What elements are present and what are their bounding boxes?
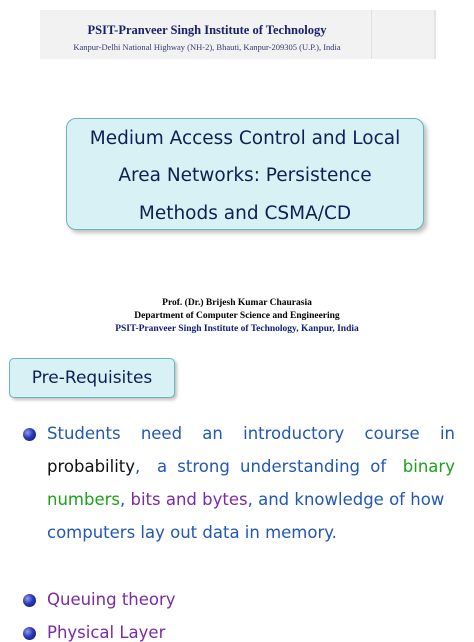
bullet-1-line-2 bbox=[47, 457, 455, 476]
bullet-1-line-4: computers lay out data in memory. bbox=[47, 523, 337, 542]
bullet-1-bits-and-bytes: bits and bytes bbox=[130, 490, 248, 509]
title-line-1: Medium Access Control and Local bbox=[89, 128, 401, 149]
title-line-3: Methods and CSMA/CD bbox=[138, 203, 352, 224]
bullet-1-line-1 bbox=[47, 424, 455, 443]
title-line-2: Area Networks: Persistence bbox=[118, 165, 372, 186]
bullet-1-comma: , bbox=[120, 490, 126, 509]
author-name: Prof. (Dr.) Brijesh Kumar Chaurasia bbox=[162, 298, 312, 308]
bullet-3-text: Physical Layer bbox=[47, 623, 166, 642]
bullet-dot-icon bbox=[23, 428, 36, 441]
bullet-1-strong-understanding: a strong understanding of bbox=[156, 457, 387, 476]
bullet-1-knowledge: , and knowledge of how bbox=[247, 490, 445, 509]
bullet-1-binary: binary bbox=[402, 457, 455, 476]
bullet-2-text: Queuing theory bbox=[47, 590, 176, 609]
bullet-1-line-3 bbox=[47, 490, 455, 509]
bullet-1-word: an bbox=[202, 424, 223, 443]
prerequisites-box bbox=[9, 358, 175, 398]
bullet-1-word: Students bbox=[47, 424, 121, 443]
bullet-1-probability: probability, bbox=[47, 457, 141, 476]
bullet-1-word: introductory bbox=[243, 424, 345, 443]
bullet-dot-icon bbox=[23, 594, 36, 607]
section-title: Pre-Requisites bbox=[31, 368, 153, 388]
bullet-1-word: course bbox=[364, 424, 420, 443]
bullet-1-word: need bbox=[140, 424, 183, 443]
title-box bbox=[66, 118, 424, 230]
bullet-1-word: in bbox=[439, 424, 455, 443]
author-affiliation: PSIT-Pranveer Singh Institute of Technology, Kanpur, India bbox=[115, 324, 359, 334]
bullet-dot-icon bbox=[23, 627, 36, 640]
author-department: Department of Computer Science and Engineering bbox=[134, 311, 340, 321]
bullet-1-numbers: numbers bbox=[47, 490, 120, 509]
institute-address: Kanpur-Delhi National Highway (NH-2), Bhauti, Kanpur-209305 (U.P.), India bbox=[73, 42, 341, 52]
institute-header bbox=[40, 10, 436, 59]
institute-name: PSIT-Pranveer Singh Institute of Technology bbox=[87, 23, 327, 37]
